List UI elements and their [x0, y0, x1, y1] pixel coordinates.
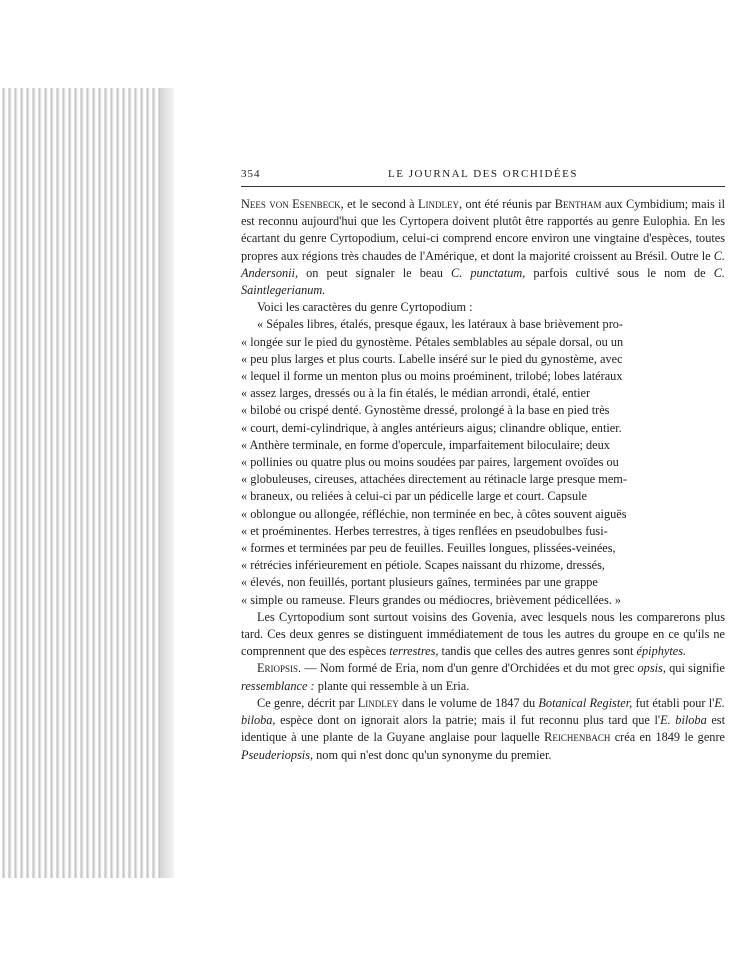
quote-line: « peu plus larges et plus courts. Labelle inséré sur le pied du gynostème, avec	[241, 351, 623, 366]
text-run: aux Cymbidium; mais il est reconnu aujourd'hui que les Cyrtopera doivent plutôt être rapportés au genre Eulophia. En les écartant du genre Cyrtopodium, celui-ci comprend encore environ une vingtaine d'espèces, toutes propres aux régions très chaudes de l'Amérique, et dont la majorité croissent au Brésil. Outre le	[241, 197, 725, 263]
page-number: 354	[241, 168, 261, 180]
text-run: parfois cultivé sous le nom de	[525, 265, 714, 280]
genus-heading: Eriopsis.	[257, 661, 302, 676]
page-header	[241, 168, 725, 184]
quote-line: « formes et terminées par peu de feuilles. Feuilles longues, plissées-veinées,	[241, 541, 616, 556]
quote-line: « rétrécies inférieurement en pétiole. Scapes naissant du rhizome, dressés,	[241, 558, 605, 573]
text-run: créa en 1849 le genre	[610, 730, 725, 745]
quote-line: « Sépales libres, étalés, presque égaux, les latéraux à base brièvement pro-	[257, 317, 624, 332]
scan-binding-shadow	[0, 88, 168, 878]
species-name: E. biloba	[660, 713, 707, 728]
paragraph-govenia	[241, 609, 725, 661]
header-rule	[241, 186, 725, 187]
scan-page-edge	[160, 88, 174, 878]
author-name: Reichenbach	[544, 730, 611, 745]
quote-line: « bilobé ou crispé denté. Gynostème dressé, prolongé à la base en pied très	[241, 403, 610, 418]
author-name: Lindley	[417, 197, 459, 211]
quote-line: « longée sur le pied du gynostème. Pétales semblables au sépale dorsal, ou un	[241, 334, 624, 349]
species-name: E. biloba,	[241, 695, 725, 728]
author-name: Bentham	[554, 197, 602, 211]
author-name: Lindley	[357, 695, 399, 710]
text-run: , et le second à	[340, 197, 418, 211]
quote-line: « braneux, ou reliées à celui-ci par un pédicelle large et court. Capsule	[241, 489, 587, 504]
species-name: C. Andersonii,	[241, 248, 725, 280]
quote-line: « simple ou rameuse. Fleurs grandes ou médiocres, brièvement pédicellées. »	[241, 592, 622, 607]
genus-name: Pseuderiopsis,	[241, 747, 314, 762]
text-run: , ont été réunis par	[459, 197, 555, 211]
book-page	[175, 88, 735, 878]
species-name: C. Saintlegerianum.	[241, 265, 725, 298]
quote-line: « oblongue ou allongée, réfléchie, non terminée en bec, à côtes souvent aiguës	[241, 506, 627, 521]
quote-line: « élevés, non feuillés, portant plusieurs gaînes, terminées par une grappe	[241, 575, 598, 590]
quote-line: « pollinies ou quatre plus ou moins soudées par paires, largement ovoïdes ou	[241, 455, 619, 470]
paragraph-intro-characters: Voici les caractères du genre Cyrtopodium :	[257, 300, 473, 315]
quote-line: « court, demi-cylindrique, à angles antérieurs aigus; clinandre oblique, entier.	[241, 420, 622, 435]
quote-line: « assez larges, dressés ou à la fin étalés, le médian arrondi, étalé, entier	[241, 386, 591, 401]
quote-line: « lequel il forme un menton plus ou moins proéminent, trilobé; lobes latéraux	[241, 369, 623, 384]
text-run: est identique à une plante de la Guyane anglaise pour laquelle	[241, 713, 725, 745]
paragraph-cymbidium	[241, 196, 725, 299]
paragraph-eriopsis-history	[241, 695, 725, 764]
genus-description-quote	[241, 316, 725, 608]
author-name: Nees von Esenbeck	[241, 197, 341, 211]
text-run: Ce genre, décrit par	[257, 695, 358, 710]
publication-title: Botanical Register,	[538, 695, 633, 710]
emphasis: terrestres,	[389, 644, 439, 659]
running-title: LE JOURNAL DES ORCHIDÉES	[388, 168, 578, 180]
text-run: qui signifie	[665, 661, 725, 676]
text-run: fut établi pour l'	[632, 695, 715, 710]
text-run: espèce dont on ignorait alors la patrie; mais il fut reconnu plus tard que l'	[275, 713, 661, 728]
quote-line: « globuleuses, cireuses, attachées directement au rétinacle large presque mem-	[241, 472, 627, 487]
paragraph-eriopsis	[241, 660, 725, 694]
text-run: — Nom formé de Eria, nom d'un genre d'Orchidées et du mot grec	[301, 661, 638, 676]
text-run: dans le volume de 1847 du	[398, 695, 539, 710]
text-run: plante qui ressemble à un Eria.	[314, 678, 470, 693]
text-run: tandis que celles des autres genres sont	[438, 644, 637, 659]
quote-line: « Anthère terminale, en forme d'opercule, imparfaitement biloculaire; deux	[241, 437, 610, 452]
emphasis: épiphytes.	[636, 644, 687, 659]
text-run: nom qui n'est donc qu'un synonyme du premier.	[313, 747, 552, 762]
emphasis: opsis,	[637, 661, 666, 676]
text-run: on peut signaler le beau	[298, 265, 451, 280]
emphasis: ressemblance :	[241, 678, 315, 693]
body-text	[241, 196, 725, 764]
quote-line: « et proéminentes. Herbes terrestres, à tiges renflées en pseudobulbes fusi-	[241, 523, 608, 538]
text-run: Les Cyrtopodium sont surtout voisins des Govenia, avec lesquels nous les comparerons plus tard. Ces deux genres se distinguent immédiatement de tous les autres du groupe en ce qu'ils ne comprennent que des espèces	[241, 609, 725, 659]
species-name: C. punctatum,	[451, 265, 526, 280]
